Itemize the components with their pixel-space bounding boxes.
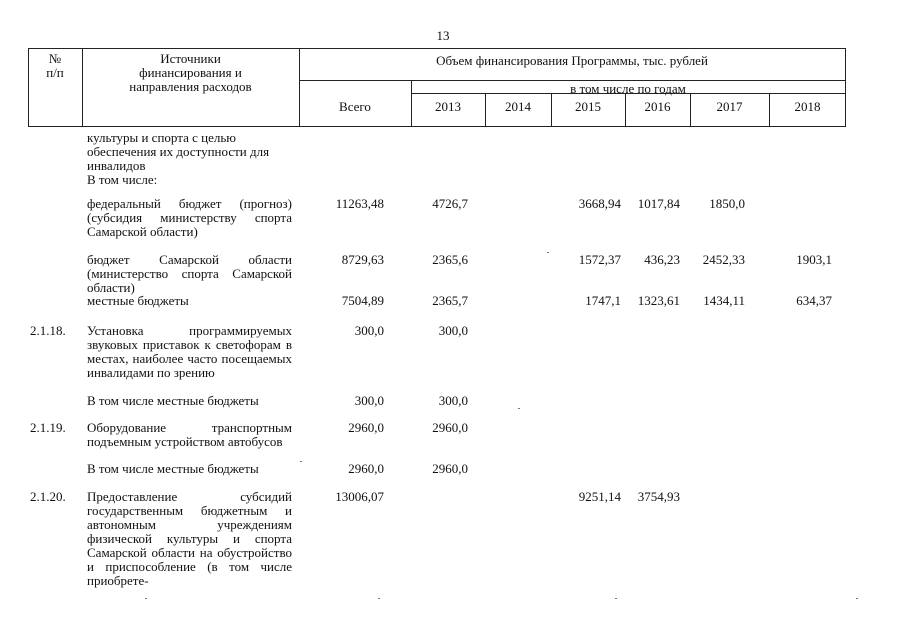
scan-speck (547, 252, 549, 253)
row-text: бюджет Самарской области (министерство спорта Самарской области) (87, 252, 292, 295)
value-2013: 2365,6 (432, 252, 468, 267)
header-by-years: в том числе по годам (570, 81, 686, 96)
value-2013: 2365,7 (432, 293, 468, 308)
scan-speck (518, 408, 520, 409)
value-2015: 1747,1 (585, 293, 621, 308)
value-2016: 1017,84 (637, 196, 680, 211)
value-total: 300,0 (354, 393, 384, 408)
table-header (28, 48, 846, 127)
scan-speck (856, 598, 858, 599)
value-2013: 4726,7 (432, 196, 468, 211)
header-total: Всего (339, 99, 371, 114)
row-text: В том числе местные бюджеты (87, 393, 259, 408)
value-2015: 9251,14 (578, 489, 621, 504)
row-text: федеральный бюджет (прогноз) (субсидия министерству спорта Самарской области) (87, 196, 292, 239)
value-total: 2960,0 (348, 420, 384, 435)
header-year-2018: 2018 (794, 99, 821, 114)
value-2017: 1434,11 (703, 293, 745, 308)
value-2017: 1850,0 (709, 196, 745, 211)
header-source: Источники финансирования и направления расходов (129, 51, 252, 94)
value-2017: 2452,33 (702, 252, 745, 267)
value-2015: 1572,37 (578, 252, 621, 267)
header-volume: Объем финансирования Программы, тыс. рублей (436, 53, 708, 68)
value-total: 8729,63 (341, 252, 384, 267)
row-number: 2.1.19. (30, 420, 66, 435)
header-year-2016: 2016 (644, 99, 671, 114)
scan-speck (615, 598, 617, 599)
scan-speck (378, 598, 380, 599)
value-2013: 300,0 (438, 323, 468, 338)
value-2013: 2960,0 (432, 420, 468, 435)
row-text: культуры и спорта с целью обеспечения их доступности для инвалидов В том числе: (87, 130, 270, 187)
value-total: 11263,48 (335, 196, 384, 211)
row-text: Установка программируемых звуковых приставок к светофорам в местах, наиболее часто посещаемых инвалидами по зрению (87, 323, 292, 380)
scan-speck (145, 598, 147, 599)
header-num: № п/п (46, 51, 64, 80)
header-year-2013: 2013 (435, 99, 461, 114)
scan-speck (300, 461, 302, 462)
row-number: 2.1.18. (30, 323, 66, 338)
value-total: 300,0 (354, 323, 384, 338)
value-2016: 3754,93 (637, 489, 680, 504)
page-number: 13 (436, 28, 450, 43)
value-2016: 436,23 (644, 252, 680, 267)
value-2016: 1323,61 (637, 293, 680, 308)
value-2013: 2960,0 (432, 461, 468, 476)
header-year-2017: 2017 (716, 99, 743, 114)
value-2018: 1903,1 (796, 252, 832, 267)
header-year-2015: 2015 (575, 99, 601, 114)
value-total: 7504,89 (341, 293, 384, 308)
header-year-2014: 2014 (505, 99, 531, 114)
value-2015: 3668,94 (578, 196, 621, 211)
value-total: 2960,0 (348, 461, 384, 476)
row-text: Оборудование транспортным подъемным устройством автобусов (87, 420, 292, 449)
row-number: 2.1.20. (30, 489, 66, 504)
row-text: Предоставление субсидий государственным бюджетным и автономным учреждениям физической культуры и спорта Самарской области на обустройство и приспособление (в том числе приобрете- (87, 489, 292, 588)
row-text: местные бюджеты (87, 293, 189, 308)
value-2018: 634,37 (796, 293, 832, 308)
row-text: В том числе местные бюджеты (87, 461, 259, 476)
value-total: 13006,07 (335, 489, 384, 504)
value-2013: 300,0 (438, 393, 468, 408)
